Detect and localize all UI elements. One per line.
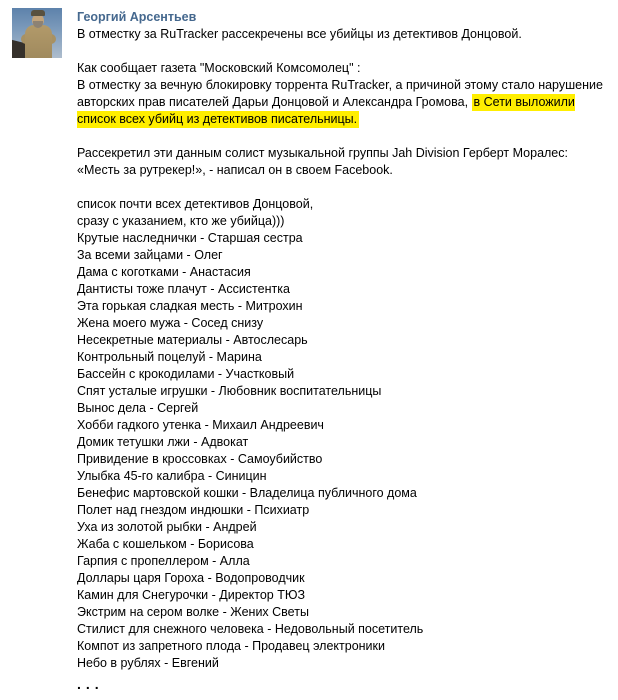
list-item-text: Хобби гадкого утенка - Михаил Андреевич (77, 418, 324, 432)
list-item (77, 315, 604, 332)
list-item (77, 264, 604, 281)
list-item (77, 247, 604, 264)
post-intro-line (77, 26, 604, 43)
list-item-text: Дама с коготками - Анастасия (77, 265, 251, 279)
list-item-text: Контрольный поцелуй - Марина (77, 350, 262, 364)
list-item (77, 604, 604, 621)
list-item-text: Эта горькая сладкая месть - Митрохин (77, 299, 303, 313)
list-item-text: Дантисты тоже плачут - Ассистентка (77, 282, 290, 296)
list-item-text: Вынос дела - Сергей (77, 401, 199, 415)
list-item (77, 230, 604, 247)
author-avatar[interactable] (12, 8, 62, 58)
list-item-text: Улыбка 45-го калибра - Синицин (77, 469, 267, 483)
list-item (77, 638, 604, 655)
list-item-text: Стилист для снежного человека - Недовольный посетитель (77, 622, 424, 636)
spacer (77, 43, 608, 60)
spacer (77, 179, 608, 196)
author-name-link[interactable]: Георгий Арсентьев (77, 10, 197, 24)
killers-list (77, 230, 604, 672)
list-intro-line-2 (77, 213, 604, 230)
list-item-text: Бассейн с крокодилами - Участковый (77, 367, 295, 381)
list-item-text: Небо в рублях - Евгений (77, 656, 219, 670)
spacer (77, 128, 608, 145)
list-item (77, 587, 604, 604)
post-intro-text: В отместку за RuTracker рассекречены все убийцы из детективов Донцовой. (77, 27, 522, 41)
list-item-text: Спят усталые игрушки - Любовник воспитательницы (77, 384, 382, 398)
list-item (77, 502, 604, 519)
list-intro-2-text: сразу с указанием, кто же убийца))) (77, 214, 285, 228)
list-item (77, 349, 604, 366)
list-item (77, 332, 604, 349)
reveal-paragraph (77, 145, 604, 179)
list-item (77, 655, 604, 672)
source-line-text: Как сообщает газета "Московский Комсомолец" : (77, 61, 361, 75)
list-item (77, 519, 604, 536)
avatar-hat-shape (31, 10, 45, 16)
reveal-text: Рассекретил эти данным солист музыкальной группы Jah Division Герберт Моралес: «Месть за рутрекер!», - написал он в своем Facebook. (77, 146, 568, 177)
list-item (77, 485, 604, 502)
list-item-text: Крутые наследнички - Старшая сестра (77, 231, 303, 245)
list-item-text: Камин для Снегурочки - Директор ТЮЗ (77, 588, 306, 602)
list-item (77, 468, 604, 485)
highlighted-text: в Сети выложили список всех убийц из детективов писательницы. (77, 95, 575, 126)
list-intro-line-1 (77, 196, 604, 213)
list-item (77, 536, 604, 553)
list-item (77, 298, 604, 315)
list-item (77, 383, 604, 400)
list-item (77, 366, 604, 383)
post-body-paragraph (77, 60, 604, 128)
list-item (77, 400, 604, 417)
list-item-text: Компот из запретного плода - Продавец электроники (77, 639, 385, 653)
list-item (77, 434, 604, 451)
list-item-text: Домик тетушки лжи - Адвокат (77, 435, 249, 449)
list-item (77, 570, 604, 587)
ellipsis-text: ... (77, 676, 104, 692)
list-item-text: За всеми зайцами - Олег (77, 248, 223, 262)
body-pre-text: В отместку за вечную блокировку торрента RuTracker, а причиной этому стало нарушение авторских прав писателей Дарьи Донцовой и Александра Громова, (77, 78, 603, 109)
list-intro-1-text: список почти всех детективов Донцовой, (77, 197, 314, 211)
list-item-text: Уха из золотой рыбки - Андрей (77, 520, 257, 534)
list-item-text: Привидение в кроссовках - Самоубийство (77, 452, 323, 466)
avatar-body-shape (25, 25, 52, 58)
list-item-text: Экстрим на сером волке - Жених Светы (77, 605, 309, 619)
list-item (77, 417, 604, 434)
list-item-text: Несекретные материалы - Автослесарь (77, 333, 308, 347)
list-item-text: Жена моего мужа - Сосед снизу (77, 316, 264, 330)
list-item (77, 621, 604, 638)
list-item (77, 553, 604, 570)
list-item-text: Гарпия с пропеллером - Алла (77, 554, 250, 568)
list-item-text: Доллары царя Гороха - Водопроводчик (77, 571, 305, 585)
list-item-text: Бенефис мартовской кошки - Владелица публичного дома (77, 486, 417, 500)
list-item-text: Полет над гнездом индюшки - Психиатр (77, 503, 310, 517)
list-item (77, 451, 604, 468)
list-item (77, 281, 604, 298)
list-item-text: Жаба с кошельком - Борисова (77, 537, 254, 551)
